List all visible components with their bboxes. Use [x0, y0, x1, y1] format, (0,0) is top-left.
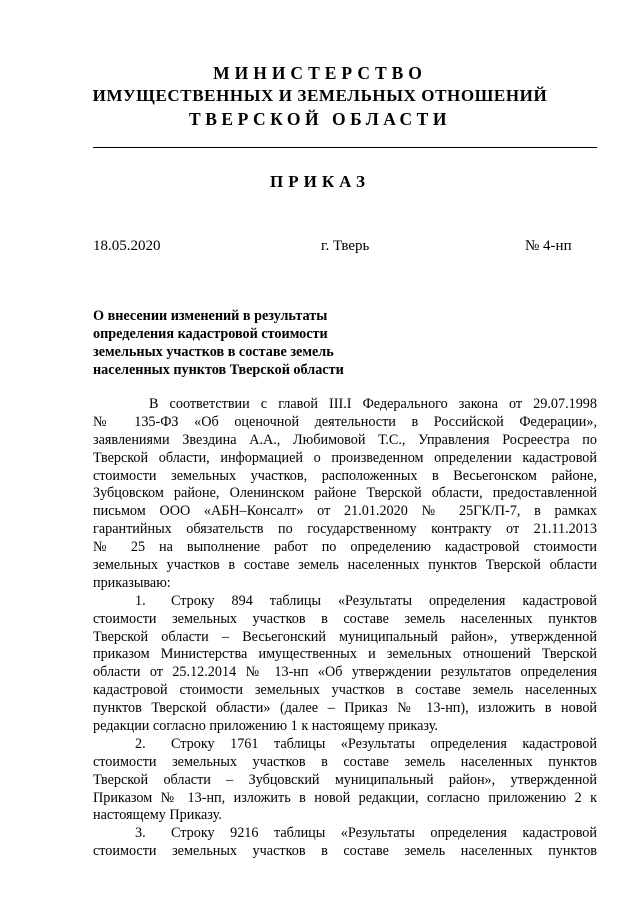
body-line: приказываю:	[93, 574, 171, 591]
item-3-text: Строку 9216 таблицы «Результаты определения кадастровой	[171, 825, 597, 842]
body-line: стоимости земельных участков, расположенных в Весьегонском районе,	[93, 467, 597, 484]
body-line: настоящему Приказу.	[93, 807, 222, 824]
document-number: № 4-нп	[525, 238, 572, 254]
subject-line: населенных пунктов Тверской области	[93, 362, 344, 378]
document-body	[93, 396, 597, 861]
body-line: В соответствии с главой III.I Федерального закона от 29.07.1998	[149, 396, 597, 412]
body-line: Приказом № 13-нп, изложить в новой редакции, согласно приложению 2 к	[93, 789, 597, 806]
body-line: стоимости земельных участков в составе земель населенных пунктов	[93, 843, 597, 860]
ministry-title-line-1: МИНИСТЕРСТВО	[213, 63, 427, 83]
body-line: приказом Министерства имущественных и земельных отношений Тверской	[93, 646, 597, 663]
body-line: Тверской области – Зубцовский муниципальный район», утвержденной	[93, 771, 597, 788]
body-line: области от 25.12.2014 № 13-нп «Об утверждении результатов определения	[93, 664, 597, 681]
body-line: № 135-ФЗ «Об оценочной деятельности в Российской Федерации»,	[93, 413, 597, 430]
body-line: Зубцовском районе, Оленинском районе Тверской области, предоставленной	[93, 485, 597, 502]
body-line: Тверской области – Весьегонский муниципальный район», утвержденной	[93, 628, 597, 645]
body-line: кадастровой стоимости земельных участков в составе земель населенных	[93, 682, 597, 699]
body-line: пунктов Тверской области» (далее – Приказ № 13-нп), изложить в новой	[93, 700, 597, 717]
body-line: стоимости земельных участков в составе земель населенных пунктов	[93, 610, 597, 627]
subject-line: определения кадастровой стоимости	[93, 326, 328, 342]
item-3-number: 3.	[135, 825, 146, 842]
item-1-text: Строку 894 таблицы «Результаты определения кадастровой	[171, 592, 597, 609]
body-line: заявлениями Звездина А.А., Любимовой Т.С., Управления Росреестра по	[93, 431, 597, 448]
item-2-text: Строку 1761 таблицы «Результаты определения кадастровой	[171, 735, 597, 752]
subject-line: О внесении изменений в результаты	[93, 308, 328, 324]
body-line: № 25 на выполнение работ по определению кадастровой стоимости	[93, 539, 597, 556]
ministry-title-line-2: ИМУЩЕСТВЕННЫХ И ЗЕМЕЛЬНЫХ ОТНОШЕНИЙ	[92, 86, 548, 105]
document-city: г. Тверь	[321, 238, 370, 254]
header-divider	[93, 147, 597, 148]
item-2-first-line	[93, 736, 597, 754]
subject-line: земельных участков в составе земель	[93, 344, 334, 360]
item-2-number: 2.	[135, 735, 146, 752]
body-line: гарантийных обязательств по государственному контракту от 21.11.2013	[93, 521, 597, 538]
item-3-first-line	[93, 825, 597, 843]
item-1-number: 1.	[135, 592, 146, 609]
document-subject	[93, 307, 393, 379]
body-line: Тверской области, информацией о произведенном определении кадастровой	[93, 449, 597, 466]
body-line: земельных участков в составе земель населенных пунктов Тверской области	[93, 557, 597, 574]
body-line: письмом ООО «АБН–Консалт» от 21.01.2020 № 25ГК/П-7, в рамках	[93, 503, 597, 520]
body-line: редакции согласно приложению 1 к настоящему приказу.	[93, 718, 438, 735]
ministry-title-line-3: ТВЕРСКОЙ ОБЛАСТИ	[189, 109, 451, 129]
document-date: 18.05.2020	[93, 238, 161, 254]
item-1-first-line	[93, 593, 597, 611]
body-line: стоимости земельных участков в составе земель населенных пунктов	[93, 753, 597, 770]
document-type-title: ПРИКАЗ	[270, 172, 370, 191]
